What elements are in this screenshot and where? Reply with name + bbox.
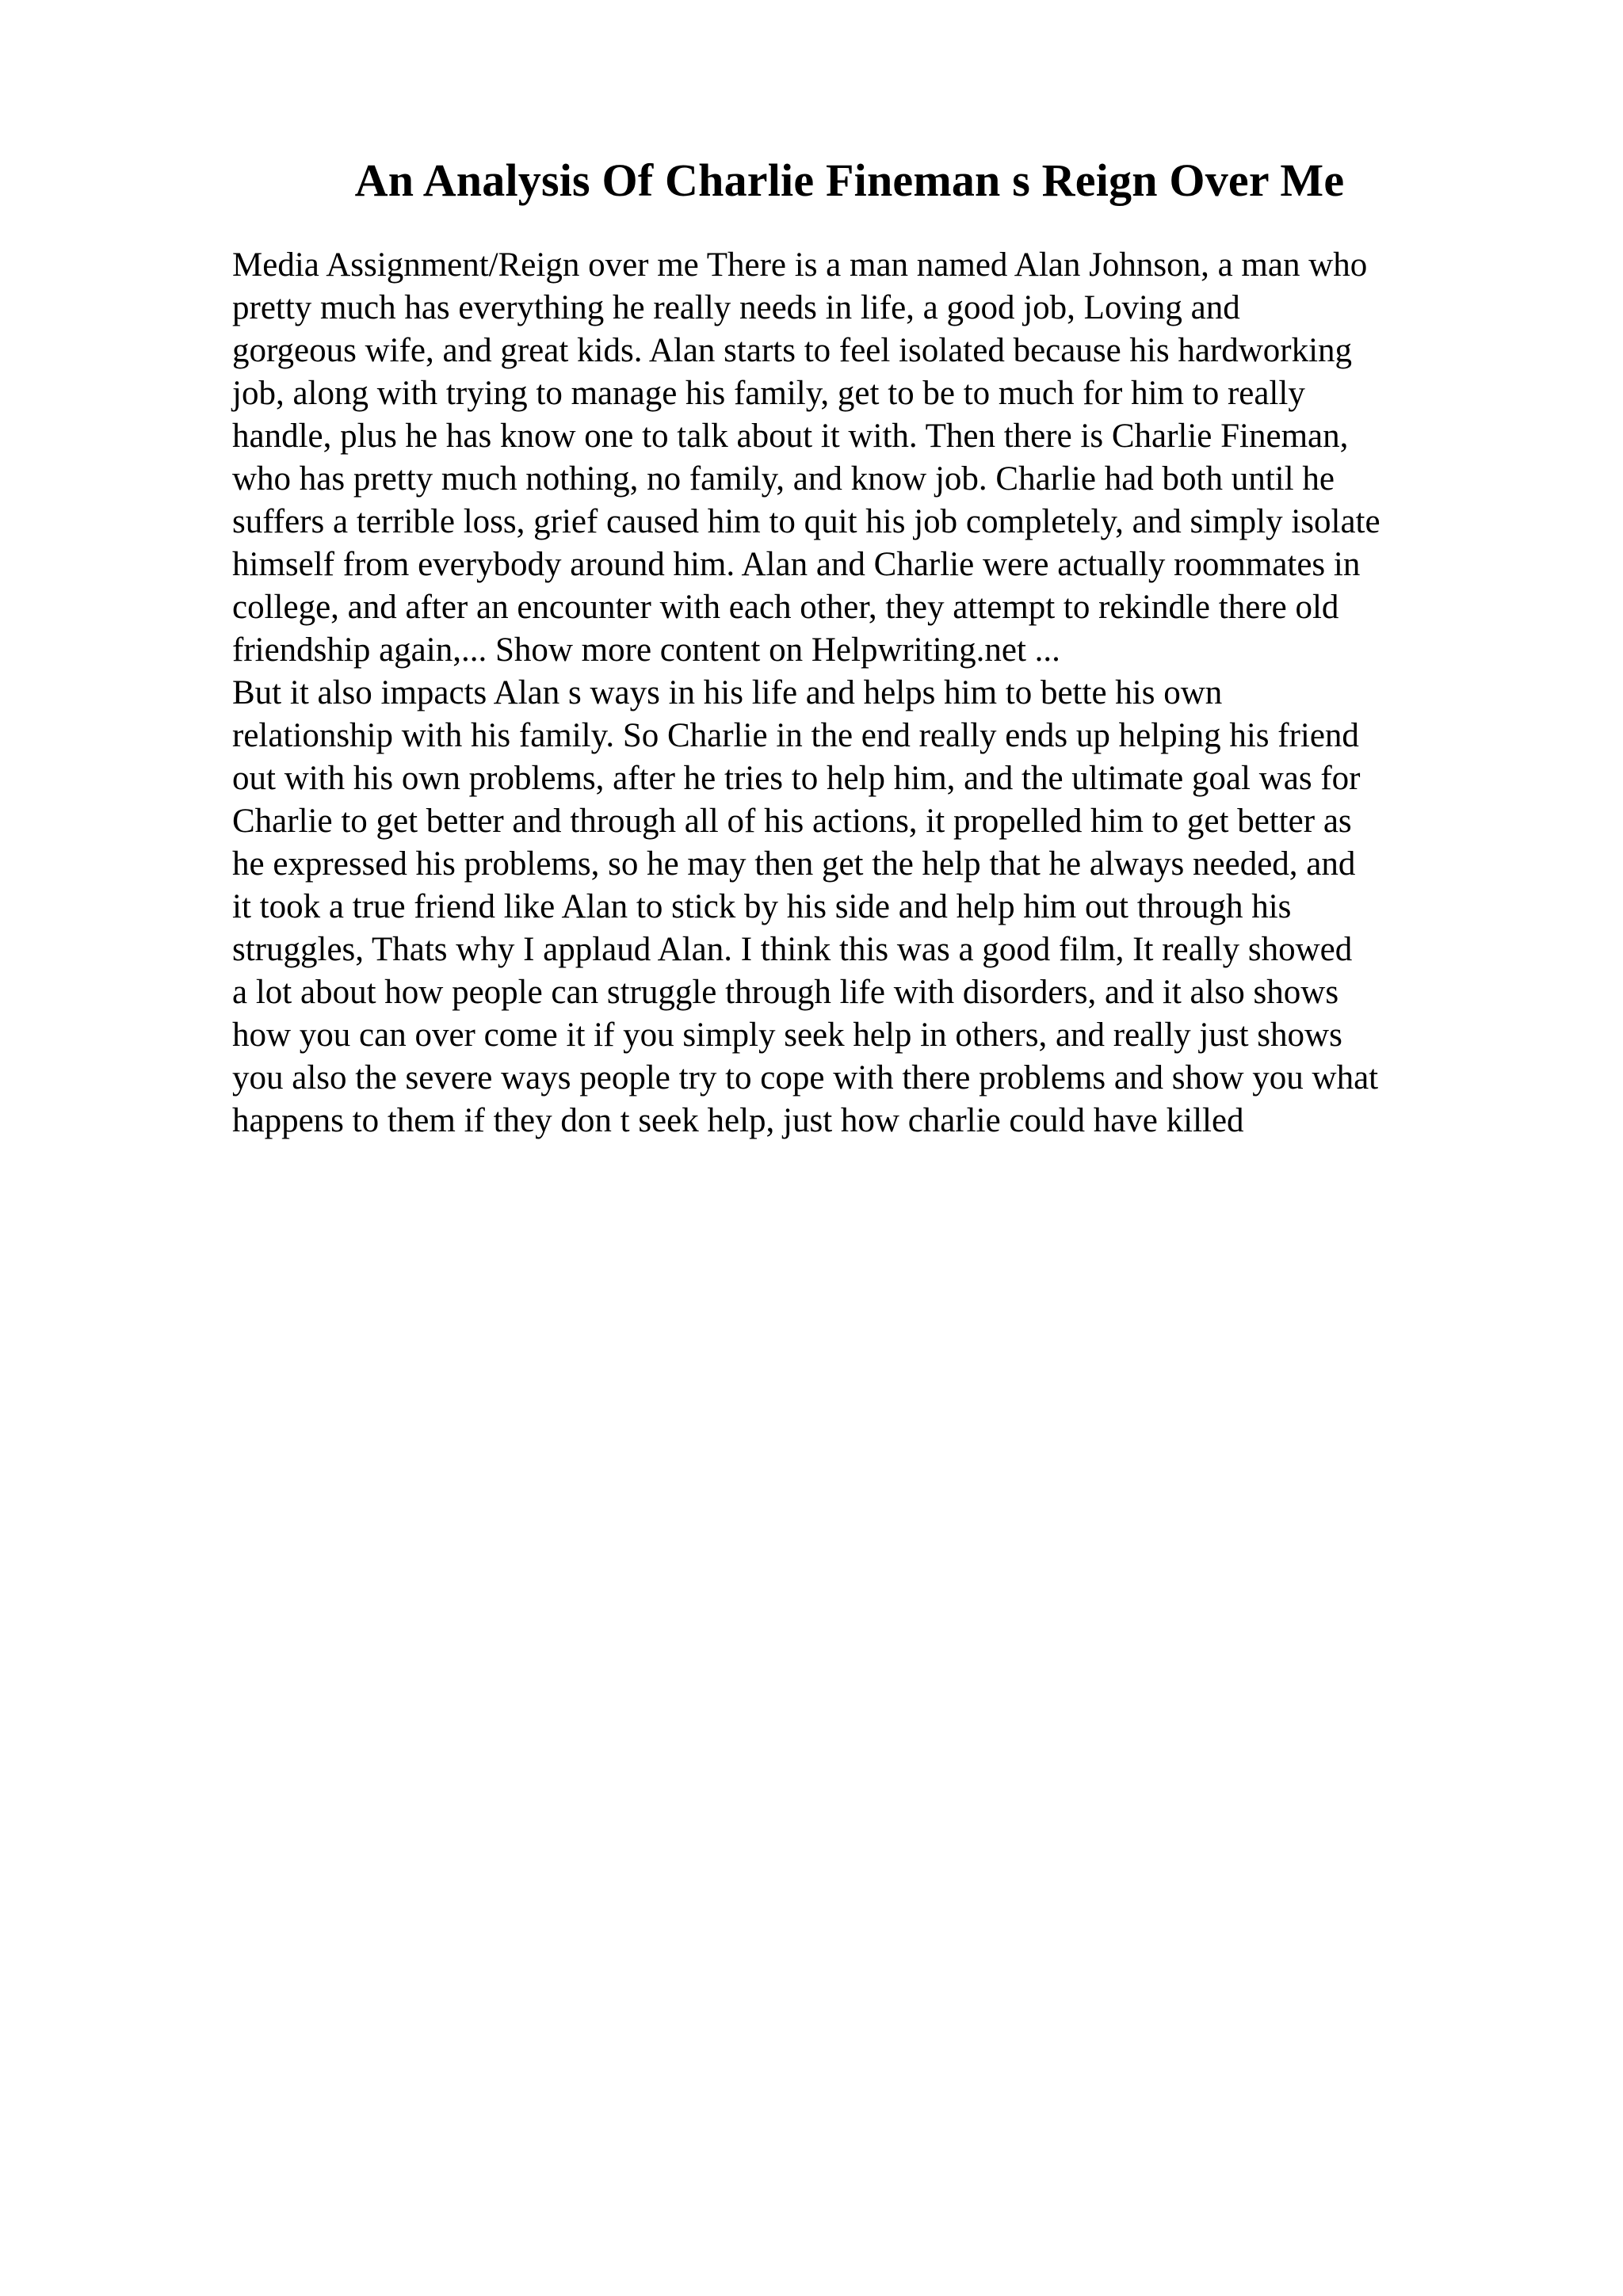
body-line: you also the severe ways people try to cope with there problems and show you what bbox=[232, 1059, 1379, 1097]
document-title-text: An Analysis Of Charlie Fineman s Reign Over Me bbox=[354, 154, 1345, 206]
body-line: Media Assignment/Reign over me There is a man named Alan Johnson, a man who bbox=[232, 246, 1368, 284]
body-line: happens to them if they don t seek help, just how charlie could have killed bbox=[232, 1102, 1244, 1139]
body-line: But it also impacts Alan s ways in his life and helps him to bette his own bbox=[232, 674, 1223, 711]
body-line: pretty much has everything he really needs in life, a good job, Loving and bbox=[232, 289, 1240, 326]
body-line: struggles, Thats why I applaud Alan. I think this was a good film, It really showed bbox=[232, 931, 1353, 968]
body-line: friendship again,... Show more content on Helpwriting.net ... bbox=[232, 631, 1060, 669]
body-line: suffers a terrible loss, grief caused him to quit his job completely, and simply isolate bbox=[232, 503, 1381, 540]
body-line: he expressed his problems, so he may then get the help that he always needed, and bbox=[232, 845, 1356, 883]
body-line: it took a true friend like Alan to stick by his side and help him out through his bbox=[232, 888, 1292, 925]
body-line: out with his own problems, after he tries to help him, and the ultimate goal was for bbox=[232, 760, 1361, 797]
body-line: a lot about how people can struggle through life with disorders, and it also shows bbox=[232, 974, 1339, 1011]
body-line: job, along with trying to manage his family, get to be to much for him to really bbox=[232, 375, 1305, 412]
document-body bbox=[232, 244, 1500, 1142]
body-line: how you can over come it if you simply seek help in others, and really just shows bbox=[232, 1016, 1342, 1054]
document-title bbox=[0, 152, 1623, 209]
body-line: who has pretty much nothing, no family, and know job. Charlie had both until he bbox=[232, 460, 1335, 498]
body-line: himself from everybody around him. Alan and Charlie were actually roommates in bbox=[232, 546, 1361, 583]
body-line: gorgeous wife, and great kids. Alan starts to feel isolated because his hardworking bbox=[232, 332, 1353, 369]
body-line: handle, plus he has know one to talk about it with. Then there is Charlie Fineman, bbox=[232, 418, 1349, 455]
body-line: Charlie to get better and through all of his actions, it propelled him to get better as bbox=[232, 803, 1352, 840]
body-line: college, and after an encounter with each other, they attempt to rekindle there old bbox=[232, 589, 1339, 626]
body-line: relationship with his family. So Charlie in the end really ends up helping his friend bbox=[232, 717, 1359, 754]
